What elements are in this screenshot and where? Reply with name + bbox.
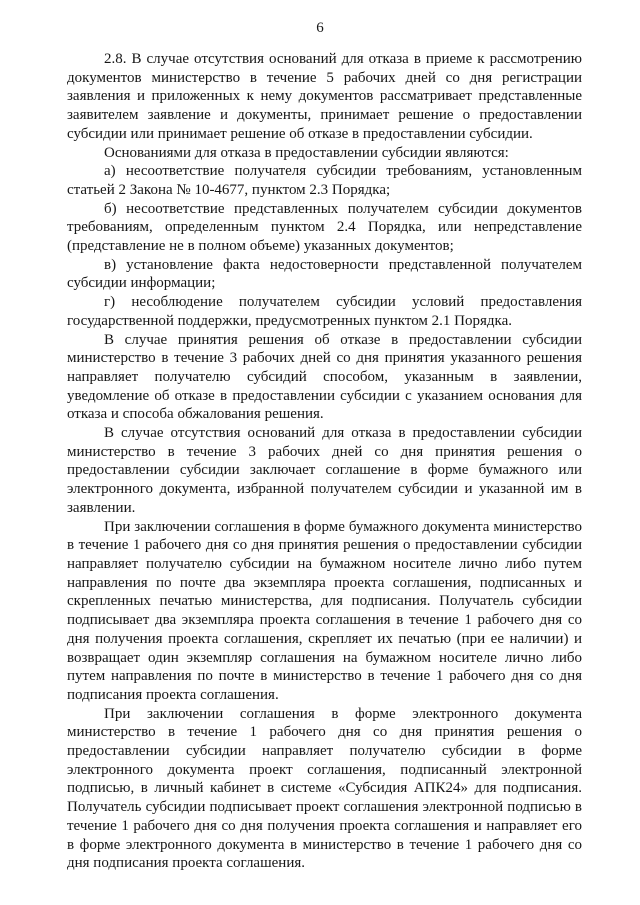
paragraph-agreement-conclusion: В случае отсутствия оснований для отказа в предоставлении субсидии министерство в течение 3 рабочих дней со дня принятия решения о предоставлении субсидии заключает соглашение в форме бумажного или электронного документа, избранной получателем субсидии и указанной им в заявлении. xyxy=(67,425,582,516)
paragraph-refusal-notice: В случае принятия решения об отказе в предоставлении субсидии министерство в течение 3 рабочих дней со дня принятия указанного решения направляет получателю субсидий способом, указанным в заявлении, уведомление об отказе в предоставлении субсидии с указанием основания для отказа и способа обжалования решения. xyxy=(67,331,582,423)
paragraph-ground-g: г) несоблюдение получателем субсидии условий предоставления государственной поддержки, предусмотренных пунктом 2.1 Порядка. xyxy=(67,294,582,329)
paragraph-electronic-agreement: При заключении соглашения в форме электронного документа министерство в течение 1 рабочего дня со дня принятия решения о предоставлении субсидии направляет получателю субсидии в форме электронного документа проект соглашения, подписанный электронной подписью, в личный кабинет в системе «Субсидия АПК24» для подписания. Получатель субсидии подписывает проект соглашения электронной подписью в течение 1 рабочего дня со дня получения проекта соглашения и направляет его в форме электронного документа в министерство в течение 1 рабочего дня со дня подписания проекта соглашения. xyxy=(67,705,582,872)
page-number: 6 xyxy=(316,20,324,36)
paragraph-refusal-grounds-intro: Основаниями для отказа в предоставлении субсидии являются: xyxy=(104,144,509,161)
paragraph-2-8: 2.8. В случае отсутствия оснований для отказа в приеме к рассмотрению документов министерство в течение 5 рабочих дней со дня регистрации заявления и приложенных к нему документов рассматривает представленные заявителем заявление и документы, принимает решение о предоставлении субсидии или принимает решение об отказе в предоставлении субсидии. xyxy=(67,51,582,142)
paragraph-ground-a: а) несоответствие получателя субсидии требованиям, установленным статьей 2 Закона № 10-4677, пунктом 2.3 Порядка; xyxy=(67,163,582,198)
paragraph-paper-agreement: При заключении соглашения в форме бумажного документа министерство в течение 1 рабочего дня со дня принятия решения о предоставлении субсидии направляет получателю субсидии на бумажном носителе лично либо путем направления по почте два экземпляра проекта соглашения, подписанных и скрепленных печатью министерства, для подписания. Получатель субсидии подписывает два экземпляра проекта соглашения в течение 1 рабочего дня со дня получения проекта соглашения, скрепляет их печатью (при ее наличии) и возвращает один экземпляр соглашения на бумажном носителе лично либо путем направления по почте в министерство в течение 1 рабочего дня со дня подписания проекта соглашения. xyxy=(67,518,582,703)
paragraph-ground-b: б) несоответствие представленных получателем субсидии документов требованиям, определенным пунктом 2.4 Порядка, или непредставление (представление не в полном объеме) указанных документов; xyxy=(67,200,582,255)
document-body xyxy=(67,50,582,873)
paragraph-ground-v: в) установление факта недостоверности представленной получателем субсидии информации; xyxy=(67,256,582,292)
